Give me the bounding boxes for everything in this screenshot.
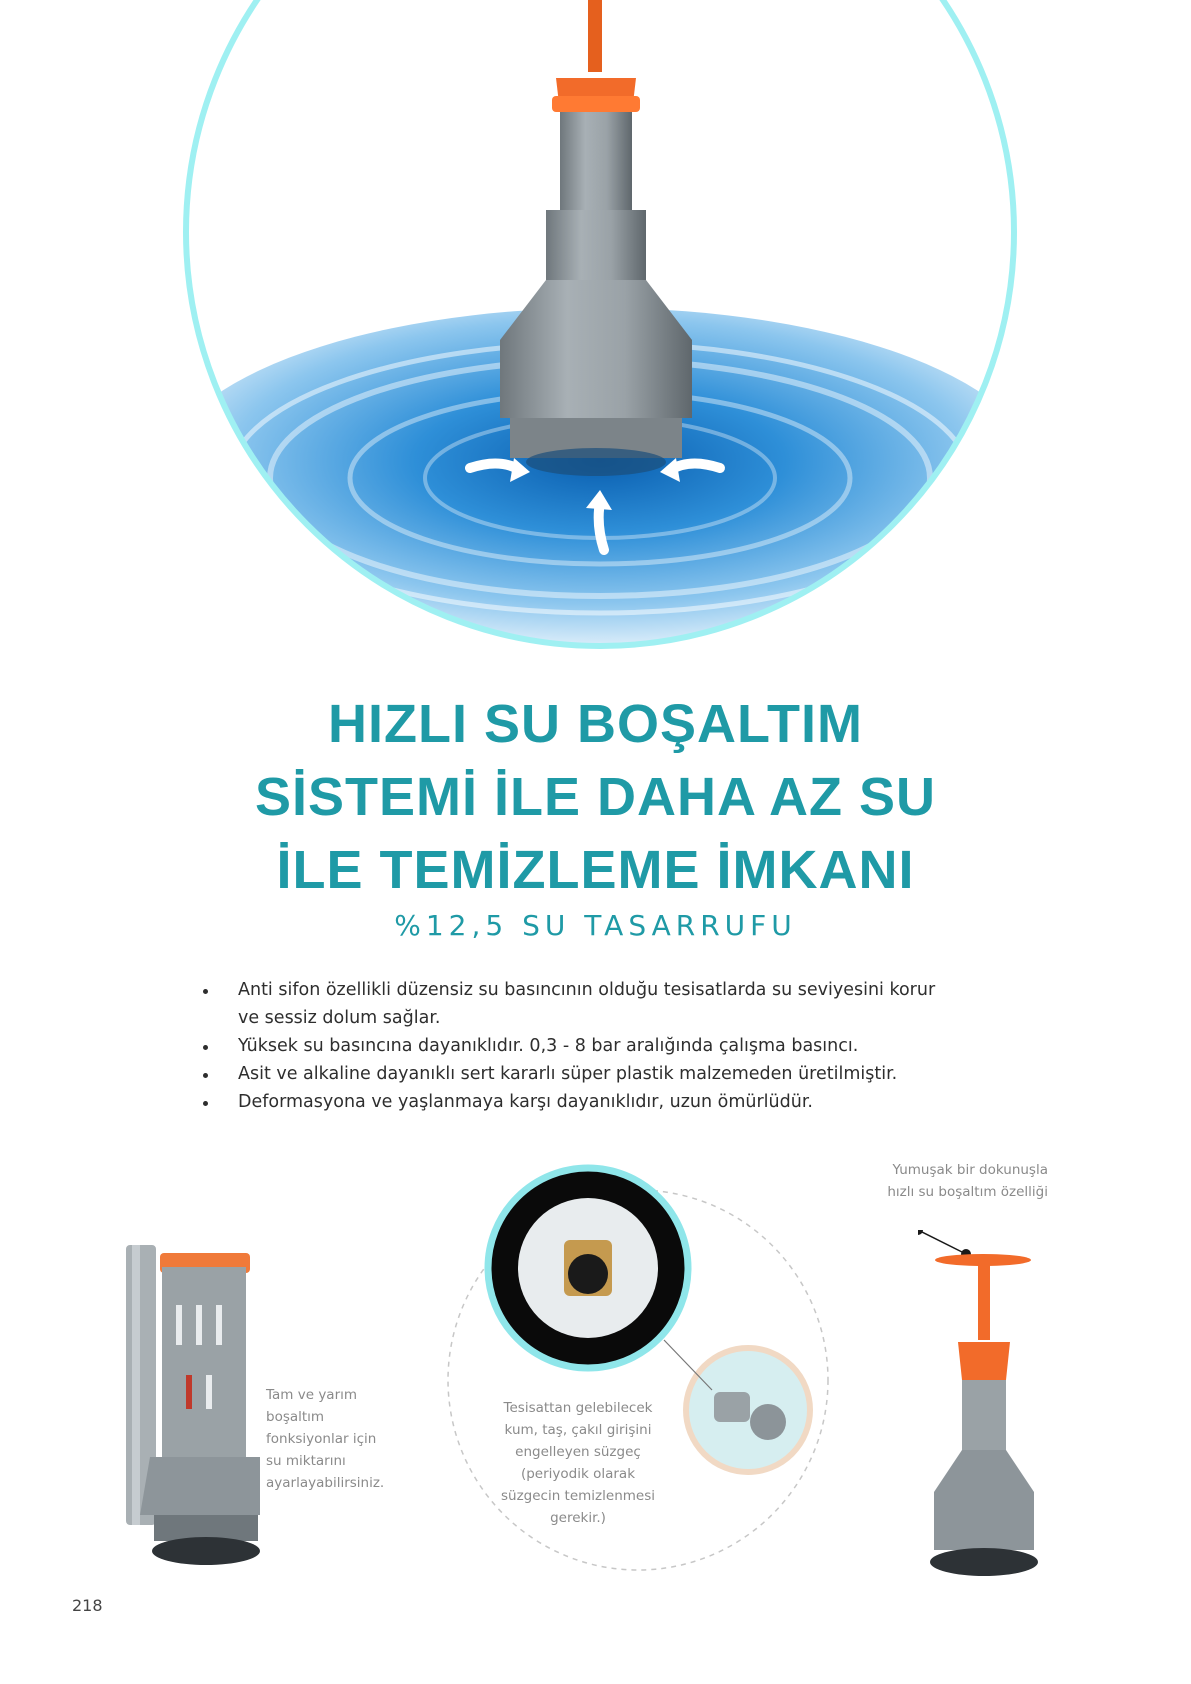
valve-rod <box>588 0 602 72</box>
product-push-valve <box>918 1230 1068 1582</box>
caption-line: engelleyen süzgeç <box>515 1444 641 1460</box>
caption-line: kum, taş, çakıl girişini <box>504 1422 652 1438</box>
feature-text: Deformasyona ve yaşlanmaya karşı dayanıklıdır, uzun ömürlüdür. <box>238 1092 813 1112</box>
hero-photo <box>0 0 1191 660</box>
caption-line: hızlı su boşaltım özelliği <box>887 1184 1048 1200</box>
caption-line: Tesisattan gelebilecek <box>503 1400 653 1416</box>
valve-body <box>500 340 692 418</box>
filter-detail-graphic <box>428 1160 848 1600</box>
caption-line: gerekir.) <box>550 1510 606 1526</box>
valve-water-illustration <box>0 0 1191 660</box>
product-dual-flush-valve <box>110 1245 270 1575</box>
feature-text: ve sessiz dolum sağlar. <box>238 1008 441 1028</box>
feature-list <box>203 976 1013 1116</box>
caption-line: boşaltım <box>266 1409 325 1425</box>
caption-line: süzgecin temizlenmesi <box>500 1488 655 1504</box>
headline-line-1: HIZLI SU BOŞALTIM <box>328 694 863 754</box>
headline-line-3: İLE TEMİZLEME İMKANI <box>276 840 915 900</box>
valve-upper-tube <box>560 112 632 222</box>
caption-line: su miktarını <box>266 1453 346 1469</box>
caption-line: (periyodik olarak <box>520 1466 636 1482</box>
list-item <box>203 1060 1013 1088</box>
headline-line-2: SİSTEMİ İLE DAHA AZ SU <box>254 767 937 827</box>
list-item <box>203 1032 1013 1060</box>
caption-push-button <box>848 1159 1048 1203</box>
caption-dual-flush <box>266 1384 416 1494</box>
caption-line: Tam ve yarım <box>266 1387 358 1403</box>
headline-subtitle: %12,5 SU TASARRUFU <box>394 909 797 942</box>
headline <box>0 688 1191 942</box>
caption-line: ayarlayabilirsiniz. <box>266 1475 385 1491</box>
page-number: 218 <box>72 1596 103 1615</box>
feature-text: Anti sifon özellikli düzensiz su basıncının olduğu tesisatlarda su seviyesini korur <box>238 980 936 1000</box>
feature-text: Asit ve alkaline dayanıklı sert kararlı süper plastik malzemeden üretilmiştir. <box>238 1064 898 1084</box>
list-item <box>203 1088 1013 1116</box>
feature-text: Yüksek su basıncına dayanıklıdır. 0,3 - 8 bar aralığında çalışma basıncı. <box>238 1036 859 1056</box>
caption-line: Yumuşak bir dokunuşla <box>892 1162 1048 1178</box>
list-item <box>203 976 1013 1032</box>
caption-line: fonksiyonlar için <box>266 1431 377 1447</box>
caption-filter <box>478 1397 678 1529</box>
